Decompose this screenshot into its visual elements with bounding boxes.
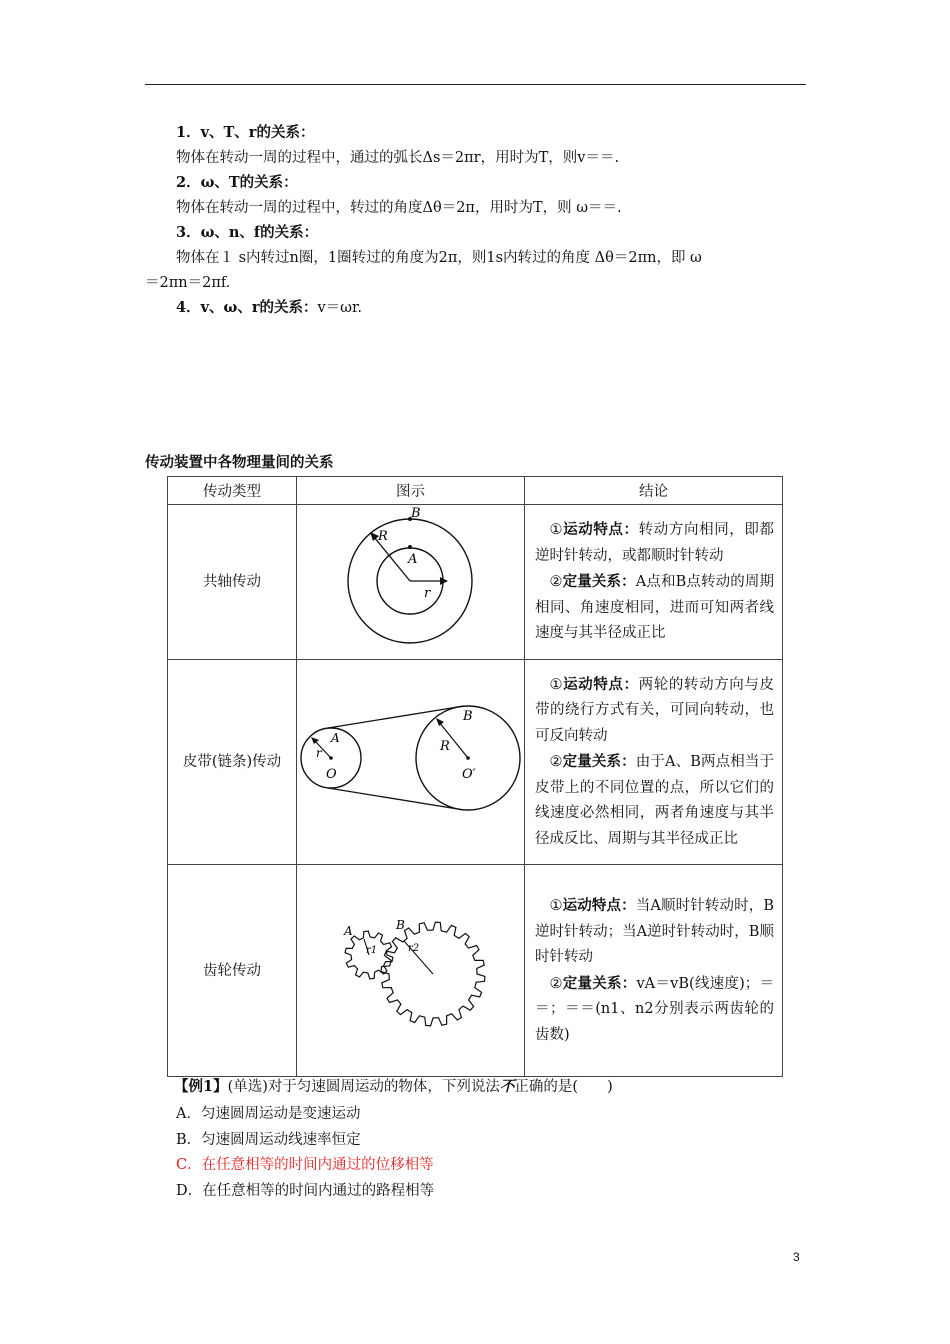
header-figure: 图示 (297, 477, 525, 505)
relation-2-title: 2．ω、T的关系： (176, 174, 298, 191)
table-row (168, 505, 783, 660)
header-rule (145, 84, 806, 85)
relation-3-title: 3．ω、n、f的关系： (176, 224, 319, 241)
belt-conclusion: ①运动特点：两轮的转动方向与皮带的绕行方式有关，可同向转动，也可反向转动 ②定量关系：由于A、B两点相当于皮带上的不同位置的点，所以它们的线速度必然相同，两者角速度与其半径成反比、周期与其半径成正比 (525, 660, 783, 865)
belt-figure (297, 660, 525, 865)
label-B: B (410, 506, 421, 521)
header-type: 传动类型 (168, 477, 297, 505)
coaxial-figure (297, 505, 525, 660)
relation-4-title: 4．v、ω、r的关系： (176, 299, 318, 316)
belt-label-R: R (439, 739, 450, 754)
gear-diagram (298, 869, 524, 1069)
label-R: R (377, 529, 388, 544)
belt-label-r: r (315, 746, 322, 760)
relation-3-body-line2: ＝2πn＝2πf. (145, 275, 231, 291)
option-c[interactable]: C．在任意相等的时间内通过的位移相等 (176, 1157, 434, 1173)
belt-diagram (298, 660, 524, 860)
belt-label-B: B (462, 709, 473, 724)
transmission-table (167, 476, 783, 1077)
relation-4-formula: v＝ωr. (317, 300, 362, 316)
header-conclusion: 结论 (525, 477, 783, 505)
relation-1-title: 1．v、T、r的关系： (176, 124, 315, 141)
label-A: A (407, 552, 417, 567)
coaxial-conclusion: ①运动特点：转动方向相同，即都逆时针转动，或都顺时针转动 ②定量关系：A点和B点转动的周期相同、角速度相同，进而可知两者线速度与其半径成正比 (525, 505, 783, 660)
belt-label-O: O (325, 767, 337, 782)
gear-figure (297, 865, 525, 1077)
table-row (168, 660, 783, 865)
option-a[interactable]: A．匀速圆周运动是变速运动 (176, 1106, 361, 1122)
example-stem: 【例1】(单选)对于匀速圆周运动的物体，下列说法不正确的是( ) (174, 1078, 613, 1095)
belt-label-A: A (330, 731, 340, 745)
relation-1-body: 物体在转动一周的过程中，通过的弧长Δs＝2πr，用时为T，则v＝＝. (176, 150, 620, 166)
coaxial-diagram (298, 505, 524, 655)
table-header-row (168, 477, 783, 505)
section-title: 传动装置中各物理量间的关系 (145, 455, 334, 471)
gear-label-r2: r2 (407, 942, 419, 954)
table-row (168, 865, 783, 1077)
gear-label-A: A (343, 923, 353, 938)
emphasis-not: 不 (499, 1078, 515, 1095)
relation-3-body-line1: 物体在１ s内转过n圈，1圈转过的角度为2π，则1s内转过的角度 Δθ＝2πn，即 ω (176, 250, 702, 266)
gear-label-B: B (395, 917, 405, 932)
belt-label-O2: O′ (461, 767, 476, 782)
relation-4 (176, 298, 362, 318)
page-number: 3 (793, 1250, 800, 1264)
gear-conclusion: ①运动特点：当A顺时针转动时，B逆时针转动；当A逆时针转动时，B顺时针转动 ②定量关系：vA＝vB(线速度)；＝＝；＝＝(n1、n2分别表示两齿轮的齿数) (525, 865, 783, 1077)
row-type-belt: 皮带(链条)传动 (168, 660, 297, 865)
option-b[interactable]: B．匀速圆周运动线速率恒定 (176, 1132, 361, 1148)
relation-2-body: 物体在转动一周的过程中，转过的角度Δθ＝2π，用时为T，则 ω＝＝. (176, 200, 622, 216)
option-d[interactable]: D．在任意相等的时间内通过的路程相等 (176, 1183, 435, 1199)
row-type-gear: 齿轮传动 (168, 865, 297, 1077)
label-r: r (423, 586, 430, 601)
example-tag: 【例1】 (174, 1078, 228, 1095)
row-type-coaxial: 共轴传动 (168, 505, 297, 660)
gear-label-r1: r1 (365, 944, 377, 956)
